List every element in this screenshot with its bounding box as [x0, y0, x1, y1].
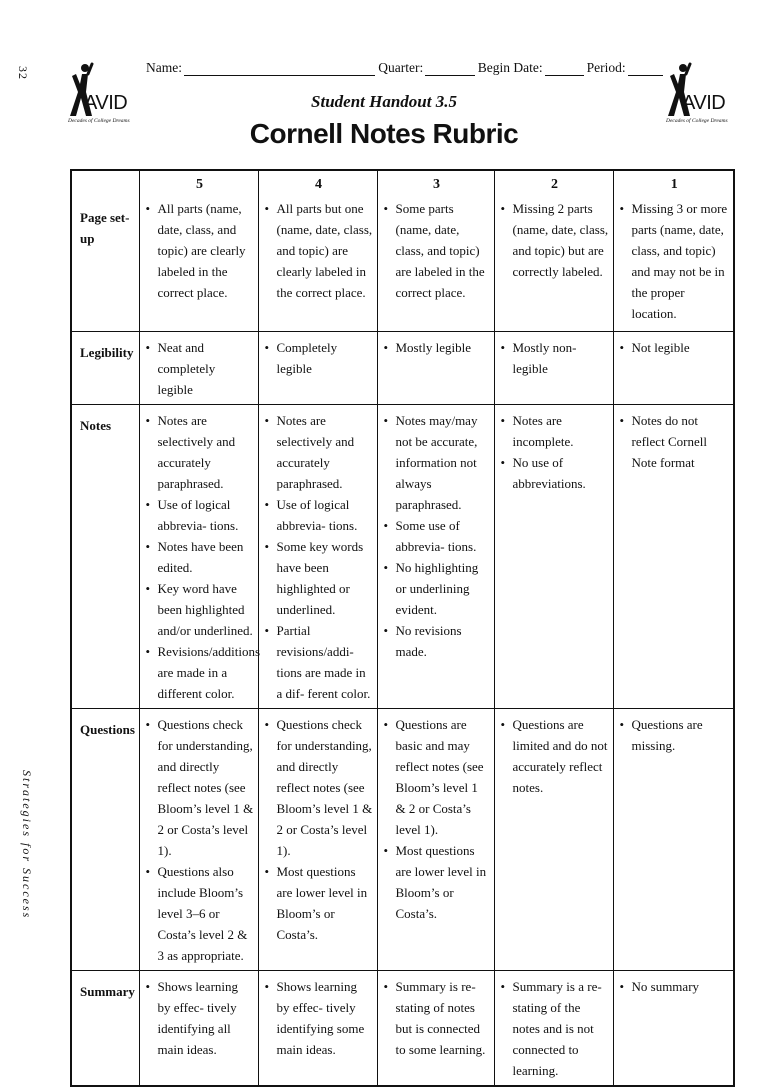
- criteria-item: • All parts (name, date, class, and topic) are clearly labeled in the correct place.: [146, 198, 254, 303]
- rubric-cell: [494, 170, 613, 332]
- score-heading: 2: [551, 177, 558, 192]
- quarter-blank[interactable]: [425, 61, 475, 76]
- rubric-cell: [258, 709, 377, 971]
- criteria-item: • Missing 2 parts (name, date, class, and topic) but are correctly labeled.: [501, 198, 609, 282]
- criteria-list: [384, 976, 490, 1060]
- period-blank[interactable]: [628, 61, 663, 76]
- criteria-item: • Notes may/may not be accurate, information not always paraphrased.: [384, 410, 490, 515]
- rubric-cell: [258, 332, 377, 405]
- rubric-cell: [139, 332, 258, 405]
- avid-logo-text: AVID: [682, 92, 726, 114]
- criteria-list: [620, 714, 730, 756]
- rubric-cell: [377, 971, 494, 1087]
- begin-date-label: Begin Date:: [477, 60, 543, 75]
- criteria-item: • No highlighting or underlining evident.: [384, 557, 490, 620]
- criteria-list: [265, 976, 373, 1060]
- criteria-item: • Questions are missing.: [620, 714, 730, 756]
- criteria-item: • Neat and completely legible: [146, 337, 254, 400]
- criteria-list: [501, 714, 609, 798]
- criteria-item: • Shows learning by effec- tively identifying all main ideas.: [146, 976, 254, 1060]
- criteria-list: [620, 976, 730, 997]
- criteria-list: [265, 198, 373, 303]
- rubric-cell: [494, 971, 613, 1087]
- page-number: 32: [16, 66, 30, 80]
- criteria-list: [146, 976, 254, 1060]
- criteria-list: [501, 337, 609, 379]
- rubric-cell: [613, 405, 734, 709]
- criteria-list: [265, 410, 373, 704]
- rubric-row: [71, 170, 734, 332]
- criteria-item: • Notes have been edited.: [146, 536, 254, 578]
- rubric-cell: [258, 405, 377, 709]
- name-label: Name:: [146, 60, 182, 75]
- rubric-table: [70, 169, 735, 1087]
- page-title: Cornell Notes Rubric: [249, 118, 519, 149]
- rubric-cell: [613, 709, 734, 971]
- criteria-item: • Partial revisions/addi- tions are made in a dif- ferent color.: [265, 620, 373, 704]
- criteria-item: • Use of logical abbrevia- tions.: [146, 494, 254, 536]
- criteria-item: • Most questions are lower level in Bloom’s or Costa’s.: [384, 840, 490, 924]
- criteria-item: • Completely legible: [265, 337, 373, 379]
- criteria-item: • Some use of abbrevia- tions.: [384, 515, 490, 557]
- rubric-cell: [139, 709, 258, 971]
- score-heading: 1: [670, 177, 678, 192]
- criteria-item: • No summary: [620, 976, 730, 997]
- rubric-cell: [613, 170, 734, 332]
- rubric-cell: [139, 971, 258, 1087]
- header-fields: [146, 60, 666, 76]
- criteria-item: • Questions check for understanding, and directly reflect notes (see Bloom’s level 1 & 2 or Costa’s level 1).: [146, 714, 254, 861]
- criteria-item: • Some key words have been highlighted or underlined.: [265, 536, 373, 620]
- score-heading: 5: [196, 177, 203, 192]
- period-label: Period:: [586, 60, 626, 75]
- rubric-cell: [377, 405, 494, 709]
- rubric-cell: [494, 405, 613, 709]
- criteria-list: [384, 337, 490, 358]
- criteria-item: • Notes do not reflect Cornell Note format: [620, 410, 730, 473]
- criteria-list: [384, 410, 490, 662]
- criteria-item: • Use of logical abbrevia- tions.: [265, 494, 373, 536]
- rubric-category: Questions: [71, 709, 139, 971]
- criteria-list: [620, 198, 730, 324]
- criteria-list: [146, 198, 254, 303]
- rubric-cell: [139, 170, 258, 332]
- rubric-cell: [377, 332, 494, 405]
- rubric-category: Summary: [71, 971, 139, 1087]
- rubric-cell: [613, 971, 734, 1087]
- criteria-item: • Summary is a re-stating of the notes and is not connected to learning.: [501, 976, 609, 1081]
- rubric-row: [71, 332, 734, 405]
- criteria-list: [265, 337, 373, 379]
- criteria-list: [146, 714, 254, 966]
- rubric-category: Legibility: [71, 332, 139, 405]
- rubric-cell: [377, 170, 494, 332]
- criteria-item: • Some parts (name, date, class, and topic) are labeled in the correct place.: [384, 198, 490, 303]
- rubric-category: Notes: [71, 405, 139, 709]
- begin-date-blank[interactable]: [545, 61, 584, 76]
- criteria-list: [146, 410, 261, 704]
- criteria-item: • All parts but one (name, date, class, and topic) are clearly labeled in the correct place.: [265, 198, 373, 303]
- criteria-list: [265, 714, 373, 945]
- criteria-item: • Mostly legible: [384, 337, 490, 358]
- rubric-cell: [377, 709, 494, 971]
- rubric-cell: [139, 405, 261, 709]
- criteria-item: • No revisions made.: [384, 620, 490, 662]
- rubric-cell: [258, 170, 377, 332]
- criteria-list: [501, 410, 609, 494]
- criteria-item: • Questions check for understanding, and directly reflect notes (see Bloom’s level 1 & 2 or Costa’s level 1).: [265, 714, 373, 861]
- criteria-list: [384, 198, 490, 303]
- avid-logo-text: AVID: [84, 92, 128, 114]
- rubric-cell: [613, 332, 734, 405]
- avid-tagline: Decades of College Dreams: [666, 118, 728, 124]
- score-heading: 4: [315, 177, 322, 192]
- criteria-list: [501, 198, 609, 282]
- criteria-list: [620, 337, 730, 358]
- criteria-item: • Revisions/additions are made in a different color.: [146, 641, 254, 704]
- rubric-cell: [258, 971, 377, 1087]
- score-heading: 3: [433, 177, 440, 192]
- quarter-label: Quarter:: [378, 60, 424, 75]
- criteria-item: • Summary is re-stating of notes but is connected to some learning.: [384, 976, 490, 1060]
- criteria-list: [146, 337, 254, 400]
- criteria-item: • No use of abbreviations.: [501, 452, 609, 494]
- rubric-row: [71, 405, 734, 709]
- criteria-item: • Notes are selectively and accurately paraphrased.: [265, 410, 373, 494]
- criteria-item: • Questions are basic and may reflect notes (see Bloom’s level 1 & 2 or Costa’s level 1).: [384, 714, 490, 840]
- criteria-list: [501, 976, 609, 1081]
- criteria-list: [384, 714, 490, 924]
- avid-tagline: Decades of College Dreams: [68, 118, 130, 124]
- rubric-cell: [494, 332, 613, 405]
- rubric-cell: [494, 709, 613, 971]
- criteria-item: • Not legible: [620, 337, 730, 358]
- criteria-item: • Notes are selectively and accurately paraphrased.: [146, 410, 254, 494]
- criteria-list: [620, 410, 730, 473]
- criteria-item: • Key word have been highlighted and/or underlined.: [146, 578, 254, 641]
- criteria-item: • Mostly non-legible: [501, 337, 609, 379]
- criteria-item: • Questions are limited and do not accurately reflect notes.: [501, 714, 609, 798]
- rubric-row: [71, 971, 734, 1087]
- side-title: Strategies for Success: [20, 770, 34, 920]
- criteria-item: • Notes are incomplete.: [501, 410, 609, 452]
- criteria-item: • Most questions are lower level in Bloom’s or Costa’s.: [265, 861, 373, 945]
- criteria-item: • Shows learning by effec- tively identifying some main ideas.: [265, 976, 373, 1060]
- name-blank[interactable]: [184, 61, 375, 76]
- rubric-category: Page set-up: [71, 170, 139, 332]
- rubric-row: [71, 709, 734, 971]
- criteria-item: • Questions also include Bloom’s level 3–6 or Costa’s level 2 & 3 as appropriate.: [146, 861, 254, 966]
- handout-label: Student Handout 3.5: [311, 92, 457, 111]
- criteria-item: • Missing 3 or more parts (name, date, class, and topic) and may not be in the proper location.: [620, 198, 730, 324]
